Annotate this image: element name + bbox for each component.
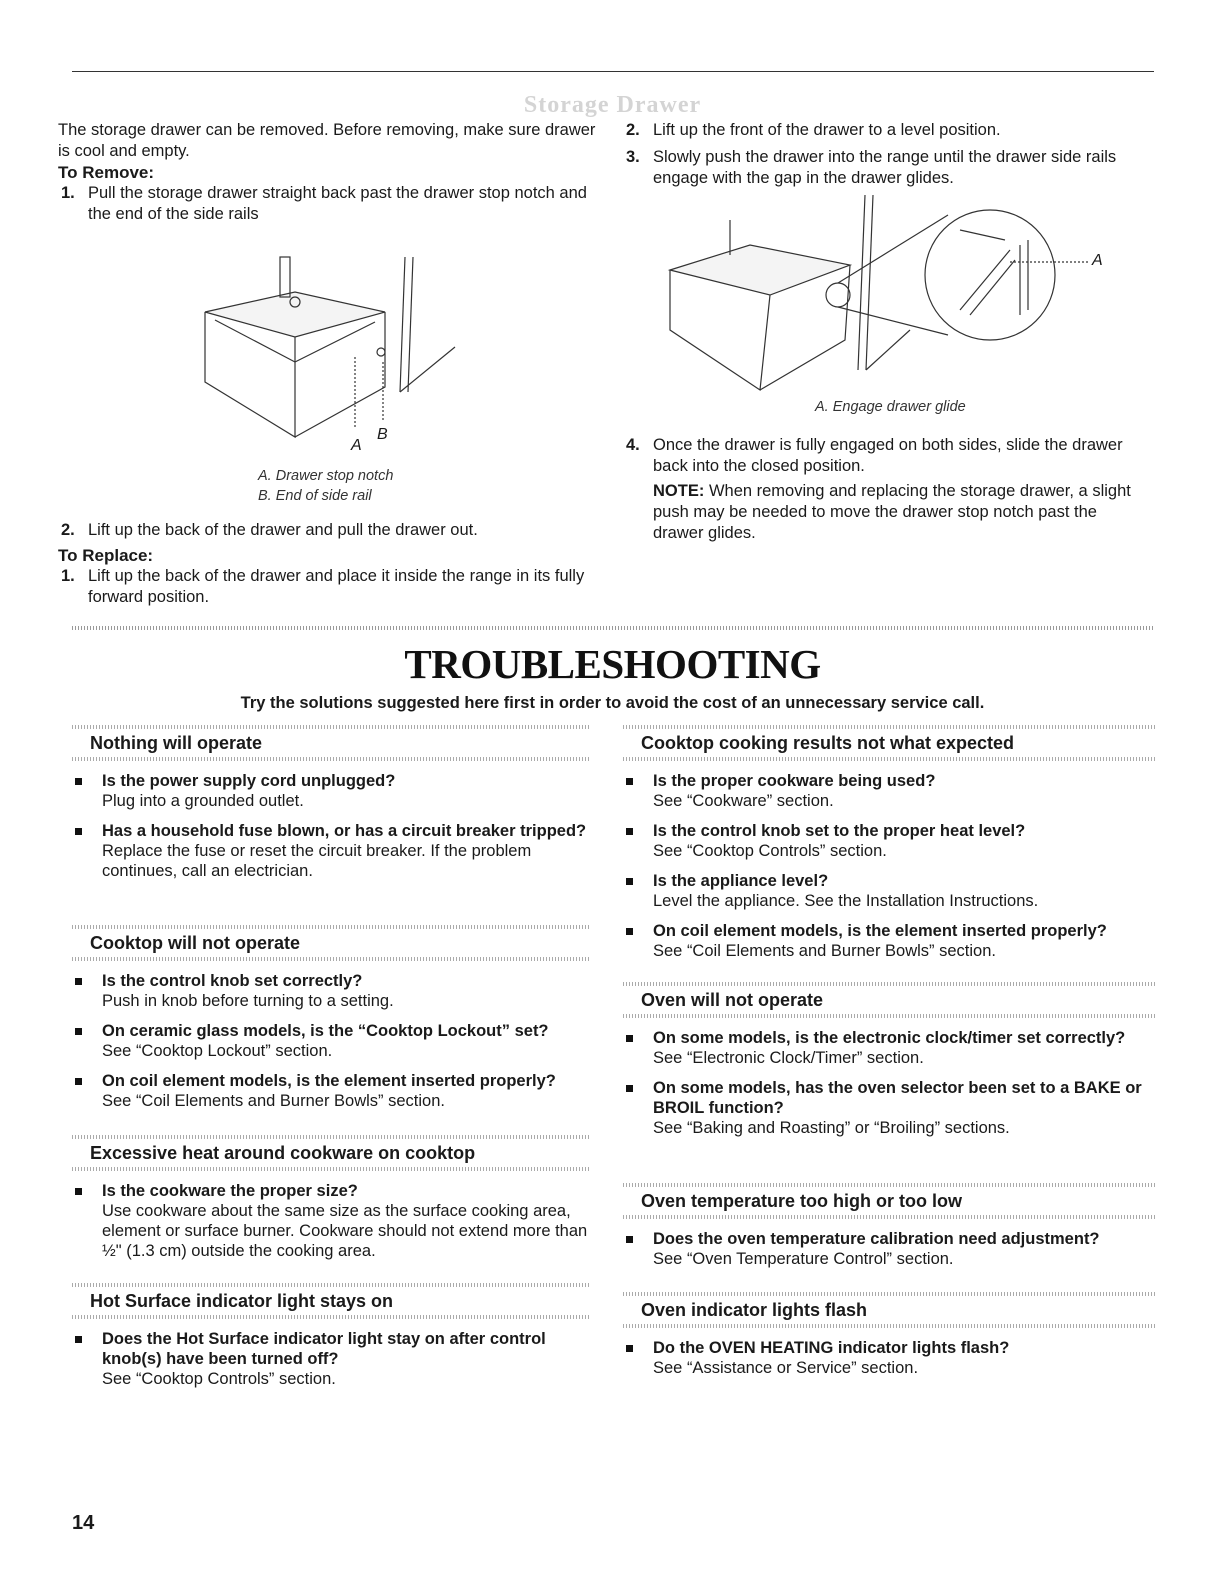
- step-number: 1.: [61, 567, 75, 585]
- ts-question: Is the cookware the proper size?: [102, 1182, 358, 1200]
- bullet-icon: [626, 828, 633, 835]
- ts-block-excessive-heat: [72, 1135, 590, 1261]
- ts-answer: See “Cooktop Controls” section.: [102, 1370, 336, 1388]
- ts-item: [623, 871, 1155, 911]
- step-text: Lift up the front of the drawer to a level position.: [653, 121, 1001, 139]
- figure1-caption-a: A. Drawer stop notch: [258, 468, 394, 484]
- ts-question: Do the OVEN HEATING indicator lights flash?: [653, 1339, 1010, 1357]
- bullet-icon: [626, 928, 633, 935]
- step-number: 4.: [626, 436, 640, 454]
- ts-block-cooktop-not-operate: [72, 925, 590, 1111]
- ts-question: Is the proper cookware being used?: [653, 772, 936, 790]
- ts-answer: See “Cooktop Lockout” section.: [102, 1042, 333, 1060]
- storage-left-column: [58, 120, 598, 225]
- ts-question: Is the power supply cord unplugged?: [102, 772, 396, 790]
- ts-item: [72, 971, 590, 1011]
- bullet-icon: [626, 1035, 633, 1042]
- note-label: NOTE:: [653, 482, 705, 500]
- step-number: 2.: [626, 121, 640, 139]
- step-text: Lift up the back of the drawer and place it inside the range in its fully forward position.: [88, 567, 585, 606]
- block-bottom-rule: [72, 1315, 590, 1319]
- ts-item: [623, 1028, 1155, 1068]
- replace-step-3: [623, 147, 1133, 189]
- block-heading: Oven temperature too high or too low: [641, 1191, 963, 1211]
- remove-heading: To Remove:: [58, 163, 155, 182]
- ts-question: On coil element models, is the element inserted properly?: [653, 922, 1107, 940]
- ts-answer: Push in knob before turning to a setting.: [102, 992, 394, 1010]
- block-heading: Oven will not operate: [641, 990, 824, 1010]
- ts-item: [623, 1229, 1155, 1269]
- ts-block-cooktop-results: [623, 725, 1155, 961]
- storage-left-column-lower: [58, 520, 598, 608]
- ts-question: On some models, has the oven selector been set to a BAKE or BROIL function?: [653, 1079, 1142, 1117]
- ts-answer: See “Coil Elements and Burner Bowls” section.: [102, 1092, 445, 1110]
- ts-answer: See “Oven Temperature Control” section.: [653, 1250, 954, 1268]
- ts-answer: See “Cooktop Controls” section.: [653, 842, 887, 860]
- ts-question: On ceramic glass models, is the “Cooktop Lockout” set?: [102, 1022, 549, 1040]
- section-divider: [72, 626, 1154, 630]
- block-bottom-rule: [623, 1324, 1155, 1328]
- step-text: Lift up the back of the drawer and pull the drawer out.: [88, 521, 478, 539]
- step-number: 2.: [61, 521, 75, 539]
- bullet-icon: [626, 1085, 633, 1092]
- storage-intro: The storage drawer can be removed. Before removing, make sure drawer is cool and empty.: [58, 121, 596, 160]
- ts-item: [72, 1181, 590, 1261]
- ts-question: Does the oven temperature calibration need adjustment?: [653, 1230, 1100, 1248]
- block-heading: Cooktop will not operate: [90, 933, 300, 953]
- drawer-removal-figure: [185, 252, 475, 462]
- step-text: Pull the storage drawer straight back past the drawer stop notch and the end of the side rails: [88, 184, 587, 223]
- ts-answer: See “Electronic Clock/Timer” section.: [653, 1049, 924, 1067]
- bullet-icon: [75, 828, 82, 835]
- bullet-icon: [75, 1188, 82, 1195]
- ts-answer: Level the appliance. See the Installation Instructions.: [653, 892, 1039, 910]
- ts-question: Is the control knob set correctly?: [102, 972, 363, 990]
- ts-block-nothing-operate: [72, 725, 590, 881]
- storage-right-column: [623, 120, 1133, 189]
- note-text: When removing and replacing the storage drawer, a slight push may be needed to move the drawer stop notch past the drawer glides.: [653, 482, 1131, 542]
- ts-block-oven-indicator: [623, 1292, 1155, 1378]
- ts-block-oven-temperature: [623, 1183, 1155, 1269]
- page-number: 14: [72, 1512, 95, 1534]
- ts-block-hot-surface: [72, 1283, 590, 1389]
- note: [623, 481, 1133, 544]
- block-bottom-rule: [623, 1215, 1155, 1219]
- replace-step-4: [623, 435, 1133, 477]
- ts-answer: See “Coil Elements and Burner Bowls” section.: [653, 942, 996, 960]
- ts-question: On coil element models, is the element inserted properly?: [102, 1072, 556, 1090]
- figure2-label-a: A: [1092, 252, 1103, 269]
- troubleshooting-title: TROUBLESHOOTING: [404, 641, 821, 687]
- ts-item: [623, 1338, 1155, 1378]
- ts-question: Is the control knob set to the proper heat level?: [653, 822, 1026, 840]
- ts-item: [72, 1021, 590, 1061]
- replace-step-1: [58, 566, 598, 608]
- storage-right-column-lower: [623, 435, 1133, 544]
- block-bottom-rule: [72, 1167, 590, 1171]
- ts-block-oven-not-operate: [623, 982, 1155, 1138]
- ts-item: [623, 771, 1155, 811]
- figure2-caption: A. Engage drawer glide: [815, 399, 966, 415]
- ts-question: Is the appliance level?: [653, 872, 829, 890]
- bullet-icon: [626, 1345, 633, 1352]
- ts-question: Has a household fuse blown, or has a circuit breaker tripped?: [102, 822, 587, 840]
- bullet-icon: [75, 978, 82, 985]
- bullet-icon: [75, 778, 82, 785]
- ts-answer: Replace the fuse or reset the circuit breaker. If the problem continues, call an electrician.: [102, 842, 532, 880]
- bullet-icon: [75, 1336, 82, 1343]
- block-heading: Hot Surface indicator light stays on: [90, 1291, 394, 1311]
- block-heading: Oven indicator lights flash: [641, 1300, 868, 1320]
- ts-item: [72, 1071, 590, 1111]
- block-bottom-rule: [72, 757, 590, 761]
- ts-question: Does the Hot Surface indicator light stay on after control knob(s) have been turned off?: [102, 1330, 546, 1368]
- block-bottom-rule: [72, 957, 590, 961]
- step-text: Slowly push the drawer into the range until the drawer side rails engage with the gap in the drawer glides.: [653, 148, 1117, 187]
- replace-step-2: [623, 120, 1133, 141]
- block-heading: Nothing will operate: [90, 733, 263, 753]
- drawer-glide-figure: [660, 190, 1120, 400]
- remove-step-1: [58, 183, 598, 225]
- block-heading: Cooktop cooking results not what expected: [641, 733, 1015, 753]
- ts-item: [623, 921, 1155, 961]
- ts-question: On some models, is the electronic clock/timer set correctly?: [653, 1029, 1126, 1047]
- ts-item: [623, 821, 1155, 861]
- block-heading: Excessive heat around cookware on cooktop: [90, 1143, 476, 1163]
- step-number: 1.: [61, 184, 75, 202]
- ts-item: [72, 771, 590, 811]
- ts-answer: Use cookware about the same size as the surface cooking area, element or surface burner. Cookware should not extend more than ½" (1.3 cm) outside the cooking area.: [102, 1202, 588, 1260]
- section-title: Storage Drawer: [523, 92, 702, 118]
- bullet-icon: [626, 778, 633, 785]
- figure1-label-b: B: [377, 426, 388, 443]
- ts-answer: See “Assistance or Service” section.: [653, 1359, 919, 1377]
- ts-item: [623, 1078, 1155, 1138]
- bullet-icon: [626, 878, 633, 885]
- ts-answer: See “Baking and Roasting” or “Broiling” sections.: [653, 1119, 1010, 1137]
- bullet-icon: [75, 1028, 82, 1035]
- figure1-caption-b: B. End of side rail: [258, 488, 372, 504]
- remove-step-2: [58, 520, 598, 541]
- figure1-label-a: A: [351, 437, 362, 454]
- block-bottom-rule: [623, 757, 1155, 761]
- ts-answer: See “Cookware” section.: [653, 792, 834, 810]
- top-rule: [72, 71, 1154, 72]
- troubleshooting-intro: Try the solutions suggested here first in order to avoid the cost of an unnecessary service call.: [240, 694, 985, 712]
- step-number: 3.: [626, 148, 640, 166]
- ts-item: [72, 821, 590, 881]
- ts-item: [72, 1329, 590, 1389]
- bullet-icon: [75, 1078, 82, 1085]
- step-text: Once the drawer is fully engaged on both sides, slide the drawer back into the closed position.: [653, 436, 1123, 475]
- bullet-icon: [626, 1236, 633, 1243]
- block-bottom-rule: [623, 1014, 1155, 1018]
- ts-answer: Plug into a grounded outlet.: [102, 792, 304, 810]
- replace-heading: To Replace:: [58, 546, 154, 565]
